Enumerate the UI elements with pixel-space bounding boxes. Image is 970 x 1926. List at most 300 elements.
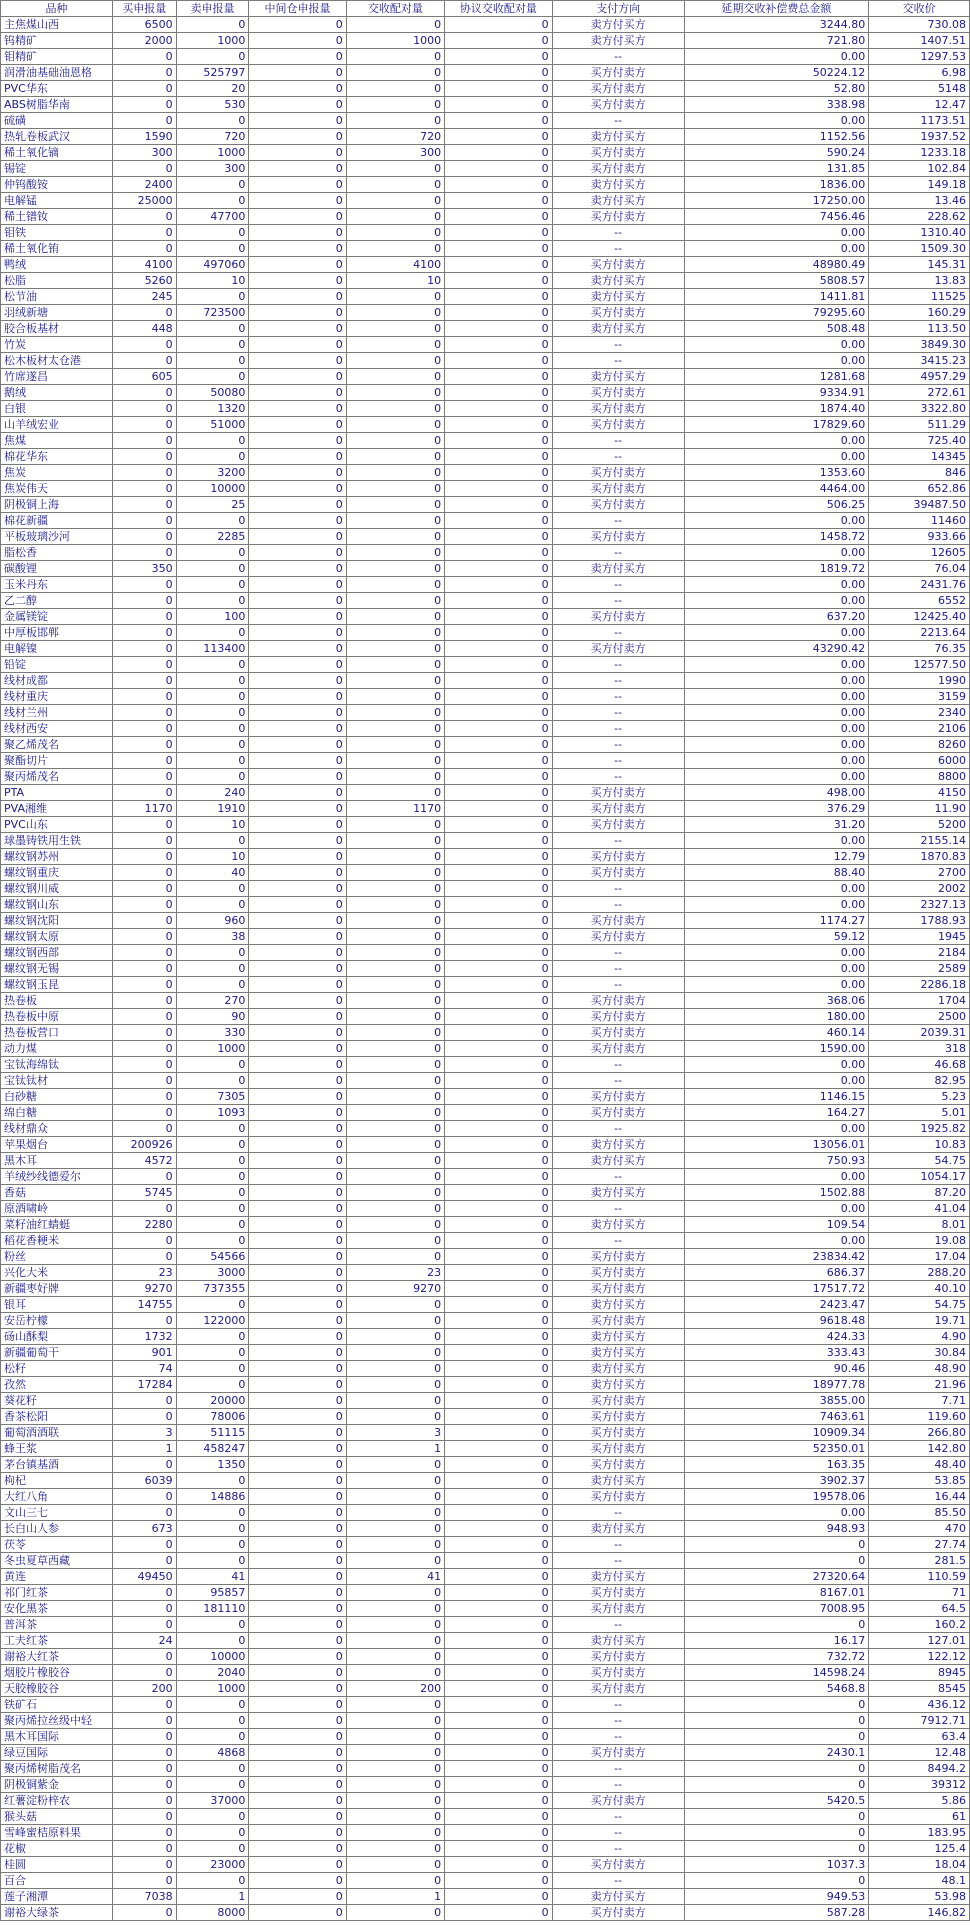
cell-matched-qty: 41	[346, 1569, 444, 1585]
cell-matched-qty: 0	[346, 1841, 444, 1857]
table-row	[1, 1025, 970, 1041]
cell-matched-qty: 0	[346, 609, 444, 625]
table-row	[1, 385, 970, 401]
cell-payment-direction: --	[552, 625, 684, 641]
cell-buy-qty: 9270	[112, 1281, 176, 1297]
cell-price: 8260	[869, 737, 970, 753]
table-row	[1, 1217, 970, 1233]
cell-compensation: 0.00	[684, 513, 869, 529]
table-row	[1, 81, 970, 97]
cell-intermediate-qty: 0	[249, 321, 346, 337]
cell-compensation: 0.00	[684, 673, 869, 689]
table-row	[1, 625, 970, 641]
cell-price: 13.83	[869, 273, 970, 289]
table-row	[1, 353, 970, 369]
cell-buy-qty: 300	[112, 145, 176, 161]
cell-price: 11.90	[869, 801, 970, 817]
cell-compensation: 0.00	[684, 833, 869, 849]
cell-compensation: 19578.06	[684, 1489, 869, 1505]
cell-matched-qty: 0	[346, 97, 444, 113]
cell-agreement-qty: 0	[445, 657, 552, 673]
cell-price: 2106	[869, 721, 970, 737]
cell-compensation: 721.80	[684, 33, 869, 49]
table-row	[1, 609, 970, 625]
cell-payment-direction: 买方付卖方	[552, 1089, 684, 1105]
cell-sell-qty: 1320	[176, 401, 249, 417]
table-row	[1, 1857, 970, 1873]
cell-agreement-qty: 0	[445, 385, 552, 401]
cell-compensation: 1174.27	[684, 913, 869, 929]
cell-compensation: 0.00	[684, 881, 869, 897]
cell-variety: 热卷板中原	[1, 1009, 113, 1025]
cell-payment-direction: --	[552, 945, 684, 961]
table-row	[1, 241, 970, 257]
cell-variety: 锡锭	[1, 161, 113, 177]
cell-payment-direction: 买方付卖方	[552, 849, 684, 865]
cell-buy-qty: 0	[112, 625, 176, 641]
cell-compensation: 1146.15	[684, 1089, 869, 1105]
cell-variety: ABS树脂华南	[1, 97, 113, 113]
cell-sell-qty: 50080	[176, 385, 249, 401]
cell-price: 61	[869, 1809, 970, 1825]
cell-matched-qty: 0	[346, 369, 444, 385]
cell-variety: 红薯淀粉梓农	[1, 1793, 113, 1809]
cell-intermediate-qty: 0	[249, 1873, 346, 1889]
cell-compensation: 0.00	[684, 1201, 869, 1217]
cell-price: 846	[869, 465, 970, 481]
cell-price: 1173.51	[869, 113, 970, 129]
cell-buy-qty: 2000	[112, 33, 176, 49]
cell-payment-direction: 买方付卖方	[552, 1281, 684, 1297]
cell-matched-qty: 0	[346, 833, 444, 849]
cell-compensation: 164.27	[684, 1105, 869, 1121]
cell-agreement-qty: 0	[445, 161, 552, 177]
cell-intermediate-qty: 0	[249, 529, 346, 545]
cell-price: 2184	[869, 945, 970, 961]
cell-agreement-qty: 0	[445, 513, 552, 529]
cell-matched-qty: 0	[346, 1553, 444, 1569]
cell-payment-direction: --	[552, 769, 684, 785]
table-row	[1, 1505, 970, 1521]
cell-buy-qty: 0	[112, 1697, 176, 1713]
cell-buy-qty: 0	[112, 993, 176, 1009]
cell-intermediate-qty: 0	[249, 753, 346, 769]
table-row	[1, 977, 970, 993]
cell-intermediate-qty: 0	[249, 225, 346, 241]
cell-matched-qty: 0	[346, 1409, 444, 1425]
cell-buy-qty: 1732	[112, 1329, 176, 1345]
cell-sell-qty: 0	[176, 721, 249, 737]
cell-agreement-qty: 0	[445, 49, 552, 65]
cell-sell-qty: 0	[176, 945, 249, 961]
table-row	[1, 1313, 970, 1329]
cell-compensation: 0.00	[684, 1233, 869, 1249]
cell-compensation: 163.35	[684, 1457, 869, 1473]
table-row	[1, 1057, 970, 1073]
cell-buy-qty: 0	[112, 1793, 176, 1809]
cell-agreement-qty: 0	[445, 81, 552, 97]
cell-price: 3415.23	[869, 353, 970, 369]
cell-sell-qty: 240	[176, 785, 249, 801]
cell-agreement-qty: 0	[445, 193, 552, 209]
cell-sell-qty: 113400	[176, 641, 249, 657]
table-row	[1, 145, 970, 161]
cell-intermediate-qty: 0	[249, 161, 346, 177]
cell-buy-qty: 0	[112, 97, 176, 113]
table-row	[1, 1409, 970, 1425]
cell-intermediate-qty: 0	[249, 1041, 346, 1057]
cell-variety: 孜然	[1, 1377, 113, 1393]
cell-intermediate-qty: 0	[249, 1729, 346, 1745]
cell-sell-qty: 0	[176, 193, 249, 209]
cell-agreement-qty: 0	[445, 1025, 552, 1041]
cell-buy-qty: 200926	[112, 1137, 176, 1153]
cell-intermediate-qty: 0	[249, 17, 346, 33]
table-row	[1, 305, 970, 321]
cell-buy-qty: 1590	[112, 129, 176, 145]
cell-variety: 线材兰州	[1, 705, 113, 721]
cell-matched-qty: 0	[346, 177, 444, 193]
cell-sell-qty: 41	[176, 1569, 249, 1585]
cell-sell-qty: 723500	[176, 305, 249, 321]
cell-intermediate-qty: 0	[249, 673, 346, 689]
cell-compensation: 0.00	[684, 625, 869, 641]
table-row	[1, 1153, 970, 1169]
cell-price: 82.95	[869, 1073, 970, 1089]
cell-price: 2039.31	[869, 1025, 970, 1041]
cell-variety: 螺纹钢重庆	[1, 865, 113, 881]
cell-agreement-qty: 0	[445, 1105, 552, 1121]
cell-sell-qty: 0	[176, 1633, 249, 1649]
cell-matched-qty: 0	[346, 993, 444, 1009]
cell-matched-qty: 0	[346, 1153, 444, 1169]
cell-sell-qty: 0	[176, 1137, 249, 1153]
cell-variety: 黑木耳	[1, 1153, 113, 1169]
cell-price: 5.23	[869, 1089, 970, 1105]
cell-matched-qty: 0	[346, 1777, 444, 1793]
table-row	[1, 1137, 970, 1153]
cell-matched-qty: 0	[346, 449, 444, 465]
cell-intermediate-qty: 0	[249, 1201, 346, 1217]
cell-price: 2002	[869, 881, 970, 897]
cell-buy-qty: 0	[112, 1201, 176, 1217]
cell-sell-qty: 330	[176, 1025, 249, 1041]
cell-variety: 稀土镨钕	[1, 209, 113, 225]
cell-variety: 脂松香	[1, 545, 113, 561]
cell-matched-qty: 0	[346, 1665, 444, 1681]
cell-sell-qty: 100	[176, 609, 249, 625]
cell-price: 46.68	[869, 1057, 970, 1073]
table-row	[1, 193, 970, 209]
cell-compensation: 17517.72	[684, 1281, 869, 1297]
table-row	[1, 17, 970, 33]
cell-compensation: 131.85	[684, 161, 869, 177]
cell-payment-direction: 买方付卖方	[552, 209, 684, 225]
cell-compensation: 1152.56	[684, 129, 869, 145]
cell-agreement-qty: 0	[445, 33, 552, 49]
cell-variety: 兴化大米	[1, 1265, 113, 1281]
cell-sell-qty: 0	[176, 1761, 249, 1777]
cell-buy-qty: 673	[112, 1521, 176, 1537]
cell-buy-qty: 0	[112, 241, 176, 257]
table-row	[1, 1521, 970, 1537]
cell-payment-direction: 卖方付买方	[552, 1473, 684, 1489]
cell-buy-qty: 0	[112, 1729, 176, 1745]
cell-agreement-qty: 0	[445, 321, 552, 337]
cell-buy-qty: 14755	[112, 1297, 176, 1313]
cell-intermediate-qty: 0	[249, 849, 346, 865]
cell-compensation: 0	[684, 1553, 869, 1569]
cell-agreement-qty: 0	[445, 1361, 552, 1377]
cell-matched-qty: 0	[346, 1249, 444, 1265]
cell-payment-direction: 卖方付买方	[552, 1217, 684, 1233]
cell-variety: 绵白糖	[1, 1105, 113, 1121]
cell-agreement-qty: 0	[445, 1425, 552, 1441]
cell-intermediate-qty: 0	[249, 1713, 346, 1729]
cell-sell-qty: 0	[176, 1729, 249, 1745]
cell-intermediate-qty: 0	[249, 1393, 346, 1409]
cell-compensation: 338.98	[684, 97, 869, 113]
cell-variety: 菜籽油红蜻蜓	[1, 1217, 113, 1233]
cell-compensation: 686.37	[684, 1265, 869, 1281]
cell-variety: 螺纹钢沈阳	[1, 913, 113, 929]
cell-variety: 百合	[1, 1873, 113, 1889]
cell-variety: 白砂糖	[1, 1089, 113, 1105]
cell-variety: 苹果烟台	[1, 1137, 113, 1153]
cell-intermediate-qty: 0	[249, 625, 346, 641]
cell-intermediate-qty: 0	[249, 289, 346, 305]
cell-variety: 宝钛钛材	[1, 1073, 113, 1089]
cell-intermediate-qty: 0	[249, 705, 346, 721]
cell-intermediate-qty: 0	[249, 1857, 346, 1873]
cell-compensation: 5468.8	[684, 1681, 869, 1697]
cell-matched-qty: 0	[346, 1025, 444, 1041]
cell-buy-qty: 605	[112, 369, 176, 385]
cell-sell-qty: 0	[176, 737, 249, 753]
cell-payment-direction: 卖方付买方	[552, 1345, 684, 1361]
cell-intermediate-qty: 0	[249, 1745, 346, 1761]
cell-payment-direction: 买方付卖方	[552, 385, 684, 401]
cell-sell-qty: 0	[176, 833, 249, 849]
cell-payment-direction: --	[552, 753, 684, 769]
cell-variety: 棉花新疆	[1, 513, 113, 529]
cell-variety: 聚乙烯茂名	[1, 737, 113, 753]
cell-sell-qty: 720	[176, 129, 249, 145]
cell-matched-qty: 0	[346, 1825, 444, 1841]
cell-matched-qty: 10	[346, 273, 444, 289]
header-delivery-price: 交收价	[869, 1, 970, 17]
cell-agreement-qty: 0	[445, 1633, 552, 1649]
cell-price: 10.83	[869, 1137, 970, 1153]
cell-agreement-qty: 0	[445, 481, 552, 497]
table-row	[1, 993, 970, 1009]
cell-buy-qty: 0	[112, 497, 176, 513]
cell-sell-qty: 0	[176, 545, 249, 561]
cell-matched-qty: 0	[346, 1377, 444, 1393]
cell-variety: 工夫红茶	[1, 1633, 113, 1649]
cell-compensation: 732.72	[684, 1649, 869, 1665]
cell-intermediate-qty: 0	[249, 1265, 346, 1281]
table-row	[1, 321, 970, 337]
cell-matched-qty: 3	[346, 1425, 444, 1441]
cell-buy-qty: 0	[112, 1489, 176, 1505]
cell-payment-direction: 买方付卖方	[552, 1441, 684, 1457]
cell-intermediate-qty: 0	[249, 1809, 346, 1825]
cell-compensation: 0	[684, 1697, 869, 1713]
cell-intermediate-qty: 0	[249, 81, 346, 97]
cell-intermediate-qty: 0	[249, 1121, 346, 1137]
cell-matched-qty: 0	[346, 1745, 444, 1761]
cell-sell-qty: 0	[176, 1617, 249, 1633]
cell-agreement-qty: 0	[445, 369, 552, 385]
cell-price: 4.90	[869, 1329, 970, 1345]
cell-buy-qty: 0	[112, 433, 176, 449]
cell-payment-direction: 买方付卖方	[552, 1665, 684, 1681]
cell-compensation: 0.00	[684, 689, 869, 705]
cell-matched-qty: 0	[346, 1649, 444, 1665]
table-row	[1, 1393, 970, 1409]
cell-price: 76.04	[869, 561, 970, 577]
cell-sell-qty: 2285	[176, 529, 249, 545]
cell-compensation: 1590.00	[684, 1041, 869, 1057]
table-row	[1, 721, 970, 737]
cell-variety: 茯苓	[1, 1537, 113, 1553]
cell-sell-qty: 0	[176, 1809, 249, 1825]
cell-matched-qty: 0	[346, 705, 444, 721]
cell-intermediate-qty: 0	[249, 1633, 346, 1649]
cell-payment-direction: --	[552, 1777, 684, 1793]
cell-matched-qty: 0	[346, 945, 444, 961]
cell-intermediate-qty: 0	[249, 1649, 346, 1665]
cell-price: 2589	[869, 961, 970, 977]
cell-variety: 安岳柠檬	[1, 1313, 113, 1329]
header-agreement-matched-qty: 协议交收配对量	[445, 1, 552, 17]
cell-buy-qty: 4100	[112, 257, 176, 273]
cell-price: 11525	[869, 289, 970, 305]
cell-sell-qty: 0	[176, 1713, 249, 1729]
cell-matched-qty: 720	[346, 129, 444, 145]
table-row	[1, 689, 970, 705]
table-row	[1, 65, 970, 81]
cell-sell-qty: 525797	[176, 65, 249, 81]
cell-payment-direction: 买方付卖方	[552, 81, 684, 97]
cell-compensation: 0.00	[684, 1169, 869, 1185]
cell-price: 8800	[869, 769, 970, 785]
cell-variety: 电解锰	[1, 193, 113, 209]
cell-price: 142.80	[869, 1441, 970, 1457]
table-row	[1, 225, 970, 241]
cell-price: 5.01	[869, 1105, 970, 1121]
cell-payment-direction: --	[552, 1057, 684, 1073]
cell-price: 4957.29	[869, 369, 970, 385]
cell-compensation: 0.00	[684, 1121, 869, 1137]
cell-payment-direction: --	[552, 1841, 684, 1857]
cell-payment-direction: --	[552, 689, 684, 705]
cell-buy-qty: 0	[112, 113, 176, 129]
cell-variety: 花椒	[1, 1841, 113, 1857]
cell-variety: 烟胶片橡胶谷	[1, 1665, 113, 1681]
cell-buy-qty: 0	[112, 1841, 176, 1857]
cell-intermediate-qty: 0	[249, 657, 346, 673]
cell-price: 730.08	[869, 17, 970, 33]
cell-variety: 钨精矿	[1, 33, 113, 49]
cell-intermediate-qty: 0	[249, 113, 346, 129]
cell-intermediate-qty: 0	[249, 369, 346, 385]
cell-intermediate-qty: 0	[249, 1233, 346, 1249]
table-row	[1, 1473, 970, 1489]
cell-payment-direction: --	[552, 1121, 684, 1137]
cell-agreement-qty: 0	[445, 1489, 552, 1505]
cell-agreement-qty: 0	[445, 865, 552, 881]
cell-payment-direction: 买方付卖方	[552, 1649, 684, 1665]
cell-payment-direction: --	[552, 1761, 684, 1777]
cell-agreement-qty: 0	[445, 705, 552, 721]
cell-variety: 桂圆	[1, 1857, 113, 1873]
cell-buy-qty: 0	[112, 1553, 176, 1569]
cell-intermediate-qty: 0	[249, 1681, 346, 1697]
cell-buy-qty: 0	[112, 1169, 176, 1185]
cell-price: 6.98	[869, 65, 970, 81]
table-row	[1, 337, 970, 353]
cell-agreement-qty: 0	[445, 1217, 552, 1233]
cell-intermediate-qty: 0	[249, 1025, 346, 1041]
cell-intermediate-qty: 0	[249, 1217, 346, 1233]
cell-matched-qty: 0	[346, 513, 444, 529]
cell-sell-qty: 0	[176, 657, 249, 673]
cell-variety: 硫磺	[1, 113, 113, 129]
cell-price: 160.2	[869, 1617, 970, 1633]
cell-matched-qty: 1170	[346, 801, 444, 817]
table-row	[1, 417, 970, 433]
cell-price: 266.80	[869, 1425, 970, 1441]
cell-sell-qty: 960	[176, 913, 249, 929]
cell-agreement-qty: 0	[445, 529, 552, 545]
cell-matched-qty: 0	[346, 1169, 444, 1185]
cell-buy-qty: 0	[112, 1905, 176, 1921]
table-row	[1, 1825, 970, 1841]
cell-sell-qty: 0	[176, 561, 249, 577]
cell-compensation: 498.00	[684, 785, 869, 801]
cell-price: 8945	[869, 1665, 970, 1681]
cell-matched-qty: 0	[346, 913, 444, 929]
cell-payment-direction: --	[552, 433, 684, 449]
cell-agreement-qty: 0	[445, 1713, 552, 1729]
cell-variety: 普洱茶	[1, 1617, 113, 1633]
cell-sell-qty: 3000	[176, 1265, 249, 1281]
cell-matched-qty: 0	[346, 1473, 444, 1489]
cell-sell-qty: 90	[176, 1009, 249, 1025]
header-buy-qty: 买申报量	[112, 1, 176, 17]
cell-matched-qty: 0	[346, 1233, 444, 1249]
table-row	[1, 1329, 970, 1345]
cell-payment-direction: 卖方付买方	[552, 1377, 684, 1393]
cell-variety: 焦炭	[1, 465, 113, 481]
cell-compensation: 424.33	[684, 1329, 869, 1345]
cell-payment-direction: 卖方付买方	[552, 321, 684, 337]
cell-agreement-qty: 0	[445, 1889, 552, 1905]
cell-agreement-qty: 0	[445, 1393, 552, 1409]
cell-buy-qty: 0	[112, 897, 176, 913]
table-row	[1, 1649, 970, 1665]
cell-price: 125.4	[869, 1841, 970, 1857]
cell-agreement-qty: 0	[445, 1089, 552, 1105]
cell-agreement-qty: 0	[445, 225, 552, 241]
cell-intermediate-qty: 0	[249, 577, 346, 593]
cell-compensation: 3244.80	[684, 17, 869, 33]
cell-intermediate-qty: 0	[249, 1297, 346, 1313]
cell-price: 122.12	[869, 1649, 970, 1665]
cell-intermediate-qty: 0	[249, 1793, 346, 1809]
